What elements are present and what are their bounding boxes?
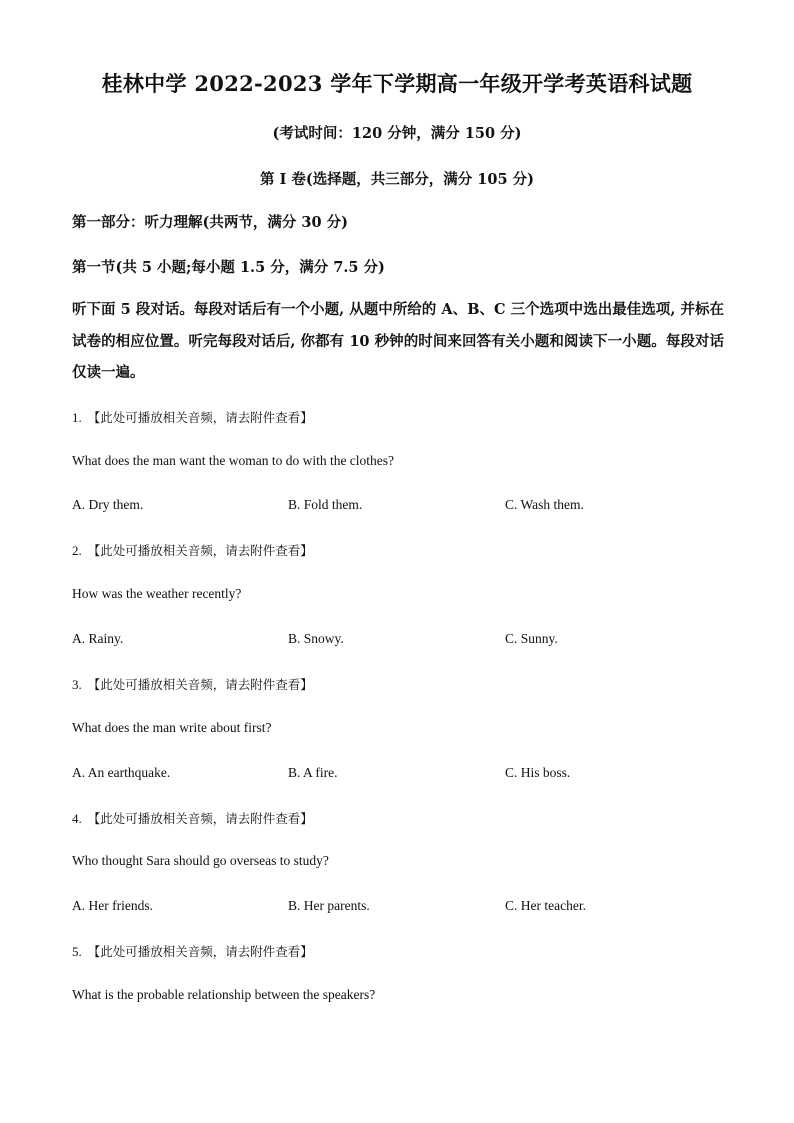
question-text: What does the man want the woman to do with the clothes? bbox=[72, 453, 395, 468]
instructions-paragraph: 听下面 5 段对话。每段对话后有一个小题, 从题中所给的 A、B、C 三个选项中选出最佳选项, 并标在试卷的相应位置。听完每段对话后, 你都有 10 秒钟的时间来回答有关小题和阅读下一小题。每段对话仅读一遍。 bbox=[72, 301, 724, 381]
question-text: How was the weather recently? bbox=[72, 586, 242, 601]
question-audio-line bbox=[72, 942, 313, 960]
option-b: B. Snowy. bbox=[288, 631, 344, 646]
audio-placeholder-note: 【此处可播放相关音频，请去附件查看】 bbox=[87, 543, 313, 558]
option-b: B. Her parents. bbox=[288, 898, 370, 913]
audio-placeholder-note: 【此处可播放相关音频，请去附件查看】 bbox=[87, 944, 313, 959]
option-a: A. Her friends. bbox=[72, 898, 153, 913]
question-audio-line bbox=[72, 809, 313, 827]
question-number: 4. bbox=[72, 811, 82, 826]
question-number: 2. bbox=[72, 543, 82, 558]
question-text: What does the man write about first? bbox=[72, 720, 272, 735]
option-c: C. His boss. bbox=[505, 765, 571, 780]
question-text: Who thought Sara should go overseas to study? bbox=[72, 853, 329, 868]
question-audio-line bbox=[72, 408, 313, 426]
option-a: A. Rainy. bbox=[72, 631, 124, 646]
option-a: A. An earthquake. bbox=[72, 765, 171, 780]
option-c: C. Sunny. bbox=[505, 631, 558, 646]
audio-placeholder-note: 【此处可播放相关音频，请去附件查看】 bbox=[87, 410, 313, 425]
question-number: 5. bbox=[72, 944, 82, 959]
volume-heading: 第 I 卷(选择题，共三部分，满分 105 分) bbox=[260, 171, 534, 188]
option-c: C. Wash them. bbox=[505, 497, 584, 512]
option-a: A. Dry them. bbox=[72, 497, 144, 512]
page-title: 桂林中学 2022-2023 学年下学期高一年级开学考英语科试题 bbox=[101, 71, 693, 96]
question-number: 1. bbox=[72, 410, 82, 425]
audio-placeholder-note: 【此处可播放相关音频，请去附件查看】 bbox=[87, 677, 313, 692]
exam-time-note: (考试时间：120 分钟，满分 150 分) bbox=[272, 125, 522, 142]
question-number: 3. bbox=[72, 677, 82, 692]
option-b: B. A fire. bbox=[288, 765, 338, 780]
question-audio-line bbox=[72, 675, 313, 693]
option-c: C. Her teacher. bbox=[505, 898, 586, 913]
part-heading: 第一部分：听力理解(共两节，满分 30 分) bbox=[72, 214, 348, 231]
question-text: What is the probable relationship between the speakers? bbox=[72, 987, 376, 1002]
audio-placeholder-note: 【此处可播放相关音频，请去附件查看】 bbox=[87, 811, 313, 826]
option-b: B. Fold them. bbox=[288, 497, 363, 512]
section-heading: 第一节(共 5 小题;每小题 1.5 分，满分 7.5 分) bbox=[72, 259, 385, 276]
question-audio-line bbox=[72, 541, 313, 559]
